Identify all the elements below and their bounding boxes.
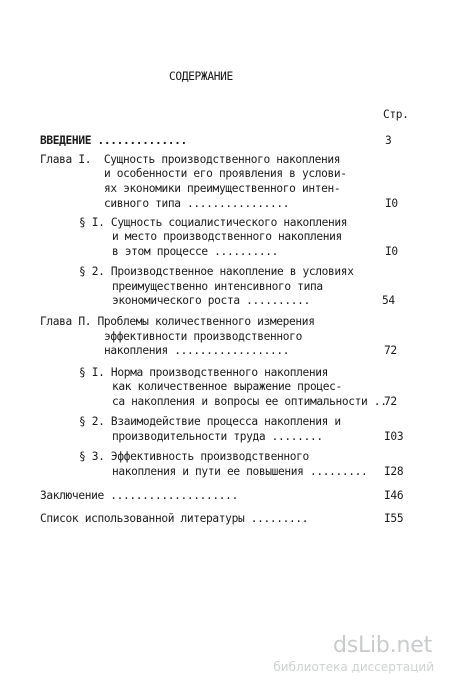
toc-line-conclusion: Заключение .................... [40, 489, 238, 502]
toc-line-chapter-1: Глава I. Сущность производственного накопления [40, 153, 341, 166]
toc-line-section-2-2: § 2. Взаимодействие процесса накопления и [79, 415, 341, 428]
toc-line-section-1-1-end: в этом процессе .......... [112, 245, 279, 258]
page-column-label: Стр. [383, 108, 409, 121]
toc-page-section-1-1: I0 [385, 245, 398, 258]
toc-line-section-2-3: § 3. Эффективность производственного [79, 450, 309, 463]
toc-line-section-2-1-cont: как количественное выражение процес- [112, 380, 342, 393]
toc-line-intro: ВВЕДЕНИЕ .............. [40, 134, 187, 147]
toc-line-section-1-2-cont: преимущественно интенсивного типа [112, 280, 323, 293]
toc-line-section-2-1-end: са накопления и вопросы ее оптимальности .. [112, 395, 387, 408]
toc-line-section-2-1: § I. Норма производственного накопления [79, 366, 329, 379]
toc-page-bibliography: I55 [384, 512, 404, 525]
document-title: СОДЕРЖАНИЕ [169, 70, 233, 83]
toc-line-chapter-1-cont: ях экономики преимущественного интен- [104, 182, 341, 195]
toc-page-intro: 3 [385, 134, 392, 147]
toc-line-section-1-1-cont: и место производственного накопления [112, 230, 342, 243]
toc-line-chapter-2-end: накопления .................. [104, 344, 290, 357]
toc-page-chapter-1: I0 [385, 197, 398, 210]
toc-line-bibliography: Список использованной литературы ......... [40, 512, 309, 525]
watermark-subtitle: библиотека диссертаций [273, 660, 434, 674]
toc-page-section-2-1: 72 [384, 395, 397, 408]
toc-line-chapter-1-end: сивного типа ................ [104, 197, 290, 210]
toc-line-section-1-1: § I. Сущность социалистического накопления [79, 216, 348, 229]
toc-line-section-2-3-end: накопления и пути ее повышения ......... [112, 465, 368, 478]
toc-page-chapter-2: 72 [384, 344, 397, 357]
toc-line-section-1-2: § 2. Производственное накопление в условиях [79, 265, 354, 278]
toc-line-chapter-2-cont: эффективности производственного [104, 330, 302, 343]
toc-line-chapter-2: Глава П. Проблемы количественного измерения [40, 315, 315, 328]
toc-line-chapter-1-cont: и особенности его проявления в услови- [104, 167, 347, 180]
toc-page-conclusion: I46 [384, 489, 404, 502]
watermark-logo-text: dsLib.net [332, 633, 432, 658]
toc-line-section-1-2-end: экономического роста .......... [112, 294, 310, 307]
toc-page-section-2-3: I28 [384, 465, 404, 478]
toc-page-section-1-2: 54 [382, 294, 395, 307]
toc-page-section-2-2: I03 [384, 430, 404, 443]
toc-line-section-2-2-end: производительности труда ........ [112, 430, 323, 443]
